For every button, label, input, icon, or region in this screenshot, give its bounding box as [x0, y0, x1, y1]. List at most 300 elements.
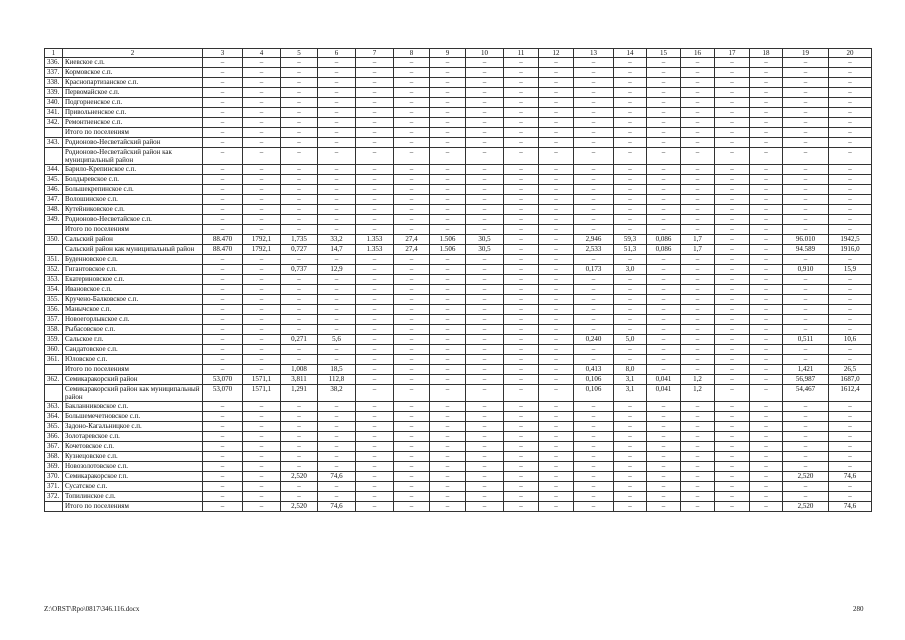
value-cell: –	[783, 225, 829, 235]
row-number: 339.	[45, 88, 63, 98]
value-cell: –	[750, 255, 783, 265]
value-cell: –	[356, 472, 394, 482]
value-cell: –	[750, 205, 783, 215]
value-cell: –	[203, 68, 243, 78]
value-cell: –	[614, 195, 647, 205]
value-cell: –	[356, 442, 394, 452]
value-cell: –	[647, 88, 681, 98]
value-cell: –	[318, 98, 356, 108]
value-cell: –	[681, 472, 715, 482]
value-cell: –	[466, 492, 504, 502]
value-cell: –	[783, 402, 829, 412]
municipality-name: Кутейниковское с.п.	[63, 205, 203, 215]
value-cell: –	[318, 492, 356, 502]
value-cell: –	[203, 255, 243, 265]
value-cell: –	[430, 472, 466, 482]
value-cell: –	[203, 58, 243, 68]
value-cell: 1,2	[681, 385, 715, 402]
value-cell: –	[614, 175, 647, 185]
value-cell: –	[750, 58, 783, 68]
value-cell: –	[203, 422, 243, 432]
value-cell: –	[281, 275, 318, 285]
value-cell: –	[356, 108, 394, 118]
value-cell: 74,6	[318, 472, 356, 482]
value-cell: –	[504, 58, 539, 68]
value-cell: –	[783, 432, 829, 442]
value-cell: –	[574, 325, 614, 335]
value-cell: –	[715, 88, 750, 98]
value-cell: –	[430, 285, 466, 295]
value-cell: –	[574, 118, 614, 128]
table-row	[45, 305, 872, 315]
value-cell: –	[681, 148, 715, 165]
value-cell: –	[681, 275, 715, 285]
value-cell: –	[203, 185, 243, 195]
value-cell: –	[539, 215, 574, 225]
value-cell: –	[574, 472, 614, 482]
value-cell: –	[281, 175, 318, 185]
value-cell: –	[647, 78, 681, 88]
value-cell: –	[681, 108, 715, 118]
column-header: 15	[647, 49, 681, 58]
municipality-name: Сальский район	[63, 235, 203, 245]
value-cell: 1571,1	[243, 375, 281, 385]
value-cell: –	[539, 315, 574, 325]
value-cell: –	[647, 195, 681, 205]
value-cell: –	[504, 315, 539, 325]
table-row	[45, 128, 872, 138]
value-cell: –	[466, 355, 504, 365]
value-cell: –	[356, 225, 394, 235]
value-cell: –	[715, 335, 750, 345]
municipality-name: Ремонтненское с.п.	[63, 118, 203, 128]
value-cell: 1612,4	[829, 385, 872, 402]
value-cell: –	[466, 335, 504, 345]
value-cell: –	[574, 58, 614, 68]
value-cell: –	[466, 98, 504, 108]
row-number: 370.	[45, 472, 63, 482]
value-cell: –	[539, 265, 574, 275]
value-cell: –	[750, 285, 783, 295]
value-cell: –	[243, 175, 281, 185]
value-cell: –	[466, 265, 504, 275]
value-cell: 0,106	[574, 375, 614, 385]
value-cell: –	[466, 205, 504, 215]
value-cell: –	[681, 462, 715, 472]
value-cell: –	[750, 335, 783, 345]
value-cell: –	[539, 325, 574, 335]
value-cell: –	[681, 315, 715, 325]
value-cell: –	[829, 452, 872, 462]
value-cell: –	[504, 205, 539, 215]
column-header: 2	[63, 49, 203, 58]
value-cell: –	[539, 118, 574, 128]
value-cell: –	[356, 412, 394, 422]
value-cell: –	[203, 295, 243, 305]
value-cell: –	[783, 128, 829, 138]
table-row	[45, 315, 872, 325]
value-cell: –	[574, 175, 614, 185]
municipality-name: Подгорненское с.п.	[63, 98, 203, 108]
value-cell: –	[466, 452, 504, 462]
row-number: 338.	[45, 78, 63, 88]
value-cell: –	[394, 215, 430, 225]
value-cell: –	[574, 345, 614, 355]
value-cell: 1,7	[681, 245, 715, 255]
table-row	[45, 472, 872, 482]
value-cell: –	[715, 235, 750, 245]
row-number: 348.	[45, 205, 63, 215]
value-cell: –	[715, 305, 750, 315]
value-cell: –	[281, 315, 318, 325]
value-cell: –	[750, 175, 783, 185]
value-cell: –	[614, 452, 647, 462]
value-cell: –	[466, 225, 504, 235]
value-cell: –	[614, 422, 647, 432]
value-cell: –	[539, 275, 574, 285]
municipality-name: Привольненское с.п.	[63, 108, 203, 118]
value-cell: –	[750, 305, 783, 315]
value-cell: –	[203, 365, 243, 375]
value-cell: –	[356, 88, 394, 98]
value-cell: –	[539, 355, 574, 365]
value-cell: –	[281, 205, 318, 215]
value-cell: –	[281, 185, 318, 195]
value-cell: –	[750, 68, 783, 78]
table-row	[45, 108, 872, 118]
value-cell: –	[504, 472, 539, 482]
value-cell: –	[281, 68, 318, 78]
value-cell: –	[614, 98, 647, 108]
value-cell: –	[430, 462, 466, 472]
municipality-name: Манычское с.п.	[63, 305, 203, 315]
value-cell: –	[243, 108, 281, 118]
value-cell: –	[504, 452, 539, 462]
municipality-name: Сальское г.п.	[63, 335, 203, 345]
table-row	[45, 195, 872, 205]
value-cell: –	[203, 452, 243, 462]
value-cell: –	[539, 462, 574, 472]
value-cell: –	[243, 68, 281, 78]
value-cell: –	[430, 295, 466, 305]
value-cell: –	[504, 345, 539, 355]
value-cell: –	[829, 68, 872, 78]
value-cell: –	[430, 275, 466, 285]
value-cell: –	[356, 68, 394, 78]
value-cell: –	[203, 315, 243, 325]
row-number: 353.	[45, 275, 63, 285]
value-cell: –	[504, 355, 539, 365]
value-cell: –	[203, 492, 243, 502]
value-cell: 1916,0	[829, 245, 872, 255]
value-cell: 27,4	[394, 245, 430, 255]
value-cell: –	[574, 148, 614, 165]
value-cell: –	[647, 345, 681, 355]
value-cell: –	[647, 402, 681, 412]
value-cell: –	[715, 138, 750, 148]
row-number: 368.	[45, 452, 63, 462]
value-cell: –	[504, 402, 539, 412]
value-cell: –	[430, 225, 466, 235]
value-cell: –	[681, 98, 715, 108]
value-cell: –	[318, 305, 356, 315]
value-cell: –	[203, 128, 243, 138]
value-cell: –	[281, 325, 318, 335]
value-cell: –	[430, 78, 466, 88]
value-cell: –	[783, 315, 829, 325]
value-cell: –	[430, 355, 466, 365]
value-cell: –	[614, 442, 647, 452]
value-cell: –	[681, 492, 715, 502]
value-cell: –	[574, 195, 614, 205]
row-number: 352.	[45, 265, 63, 275]
row-number: 357.	[45, 315, 63, 325]
value-cell: –	[356, 275, 394, 285]
value-cell: –	[681, 58, 715, 68]
row-number: 358.	[45, 325, 63, 335]
value-cell: –	[243, 285, 281, 295]
municipality-name: Киевское с.п.	[63, 58, 203, 68]
municipality-name: Екатериновское с.п.	[63, 275, 203, 285]
value-cell: –	[243, 215, 281, 225]
row-number: 341.	[45, 108, 63, 118]
value-cell: –	[614, 295, 647, 305]
value-cell: –	[647, 128, 681, 138]
value-cell: –	[647, 452, 681, 462]
value-cell: –	[504, 118, 539, 128]
value-cell: –	[281, 138, 318, 148]
value-cell: –	[430, 412, 466, 422]
value-cell: 27,4	[394, 235, 430, 245]
value-cell: 2,520	[783, 472, 829, 482]
value-cell: –	[504, 492, 539, 502]
value-cell: –	[539, 245, 574, 255]
value-cell: –	[750, 108, 783, 118]
municipality-name: Краснопартизанское с.п.	[63, 78, 203, 88]
value-cell: –	[318, 452, 356, 462]
table-row	[45, 78, 872, 88]
value-cell: –	[539, 365, 574, 375]
value-cell: –	[574, 422, 614, 432]
value-cell: 1,291	[281, 385, 318, 402]
municipality-name: Семикаракорский район как муниципальный район	[63, 385, 203, 402]
value-cell: 0,041	[647, 375, 681, 385]
value-cell: –	[647, 315, 681, 325]
value-cell: –	[504, 375, 539, 385]
value-cell: 0,106	[574, 385, 614, 402]
value-cell: –	[750, 245, 783, 255]
value-cell: –	[681, 402, 715, 412]
column-header: 14	[614, 49, 647, 58]
value-cell: –	[356, 325, 394, 335]
value-cell: –	[715, 422, 750, 432]
value-cell: –	[430, 315, 466, 325]
value-cell: –	[281, 412, 318, 422]
value-cell: –	[539, 68, 574, 78]
value-cell: –	[203, 502, 243, 512]
value-cell: –	[356, 255, 394, 265]
value-cell: –	[466, 375, 504, 385]
municipality-name: Болдыревское с.п.	[63, 175, 203, 185]
row-number: 365.	[45, 422, 63, 432]
value-cell: –	[356, 58, 394, 68]
value-cell: –	[318, 88, 356, 98]
value-cell: –	[394, 165, 430, 175]
value-cell: –	[466, 315, 504, 325]
value-cell: –	[715, 375, 750, 385]
value-cell: –	[203, 285, 243, 295]
value-cell: 1687,0	[829, 375, 872, 385]
value-cell: –	[466, 422, 504, 432]
value-cell: –	[203, 98, 243, 108]
value-cell: –	[318, 215, 356, 225]
value-cell: –	[783, 88, 829, 98]
value-cell: –	[356, 295, 394, 305]
value-cell: –	[203, 148, 243, 165]
value-cell: –	[750, 355, 783, 365]
value-cell: –	[356, 492, 394, 502]
value-cell: –	[614, 205, 647, 215]
row-number: 369.	[45, 462, 63, 472]
value-cell: –	[829, 205, 872, 215]
column-header: 7	[356, 49, 394, 58]
value-cell: –	[394, 422, 430, 432]
value-cell: –	[466, 185, 504, 195]
value-cell: –	[783, 175, 829, 185]
column-header: 9	[430, 49, 466, 58]
value-cell: –	[243, 492, 281, 502]
column-header: 1	[45, 49, 63, 58]
value-cell: –	[466, 472, 504, 482]
municipality-name: Новоегорлыкское с.п.	[63, 315, 203, 325]
value-cell: –	[318, 58, 356, 68]
value-cell: –	[466, 412, 504, 422]
value-cell: –	[539, 375, 574, 385]
page-number: 280	[853, 605, 864, 613]
value-cell: –	[647, 285, 681, 295]
row-number: 364.	[45, 412, 63, 422]
value-cell: –	[647, 148, 681, 165]
data-table	[44, 48, 872, 512]
table-row	[45, 432, 872, 442]
value-cell: –	[681, 285, 715, 295]
value-cell: –	[829, 402, 872, 412]
value-cell: –	[318, 118, 356, 128]
value-cell: –	[281, 442, 318, 452]
value-cell: –	[647, 138, 681, 148]
value-cell: –	[504, 385, 539, 402]
value-cell: –	[394, 58, 430, 68]
value-cell: 0,086	[647, 235, 681, 245]
value-cell: –	[394, 315, 430, 325]
value-cell: –	[243, 118, 281, 128]
value-cell: –	[318, 412, 356, 422]
value-cell: –	[466, 482, 504, 492]
value-cell: –	[681, 185, 715, 195]
value-cell: –	[394, 195, 430, 205]
value-cell: 1,008	[281, 365, 318, 375]
value-cell: 3,811	[281, 375, 318, 385]
value-cell: –	[750, 452, 783, 462]
value-cell: –	[715, 412, 750, 422]
column-header: 10	[466, 49, 504, 58]
value-cell: –	[715, 225, 750, 235]
value-cell: 74,6	[829, 472, 872, 482]
value-cell: –	[829, 305, 872, 315]
value-cell: 88.470	[203, 245, 243, 255]
value-cell: –	[647, 215, 681, 225]
value-cell: –	[394, 78, 430, 88]
value-cell: –	[647, 68, 681, 78]
municipality-name: Сандатовское с.п.	[63, 345, 203, 355]
value-cell: –	[681, 118, 715, 128]
value-cell: –	[539, 148, 574, 165]
value-cell: –	[783, 98, 829, 108]
value-cell: –	[504, 235, 539, 245]
value-cell: –	[539, 255, 574, 265]
value-cell: –	[203, 432, 243, 442]
municipality-name: Итого по поселениям	[63, 128, 203, 138]
value-cell: 1,7	[681, 235, 715, 245]
value-cell: –	[783, 442, 829, 452]
value-cell: –	[574, 462, 614, 472]
value-cell: –	[750, 98, 783, 108]
municipality-name: Кузнецовское с.п.	[63, 452, 203, 462]
municipality-name: Итого по поселениям	[63, 502, 203, 512]
value-cell: –	[430, 452, 466, 462]
municipality-name: Родионово-Несветайский район	[63, 138, 203, 148]
value-cell: –	[614, 305, 647, 315]
value-cell: –	[750, 128, 783, 138]
value-cell: –	[356, 138, 394, 148]
value-cell: –	[829, 325, 872, 335]
value-cell: –	[243, 148, 281, 165]
value-cell: –	[466, 502, 504, 512]
value-cell: –	[681, 422, 715, 432]
value-cell: –	[394, 175, 430, 185]
value-cell: –	[430, 165, 466, 175]
value-cell: 1.353	[356, 245, 394, 255]
value-cell: –	[783, 325, 829, 335]
value-cell: –	[647, 165, 681, 175]
value-cell: –	[539, 482, 574, 492]
value-cell: –	[466, 138, 504, 148]
value-cell: –	[681, 305, 715, 315]
value-cell: –	[574, 412, 614, 422]
value-cell: –	[281, 355, 318, 365]
value-cell: –	[539, 138, 574, 148]
value-cell: –	[647, 175, 681, 185]
value-cell: –	[203, 138, 243, 148]
value-cell: –	[430, 185, 466, 195]
value-cell: –	[647, 255, 681, 265]
value-cell: 74,6	[829, 502, 872, 512]
value-cell: –	[829, 118, 872, 128]
column-header: 8	[394, 49, 430, 58]
value-cell: –	[829, 482, 872, 492]
value-cell: –	[281, 165, 318, 175]
value-cell: –	[243, 185, 281, 195]
column-header: 5	[281, 49, 318, 58]
value-cell: –	[281, 422, 318, 432]
value-cell: –	[394, 205, 430, 215]
value-cell: –	[281, 492, 318, 502]
value-cell: –	[203, 225, 243, 235]
value-cell: –	[829, 345, 872, 355]
value-cell: –	[430, 265, 466, 275]
value-cell: –	[829, 315, 872, 325]
value-cell: –	[243, 205, 281, 215]
